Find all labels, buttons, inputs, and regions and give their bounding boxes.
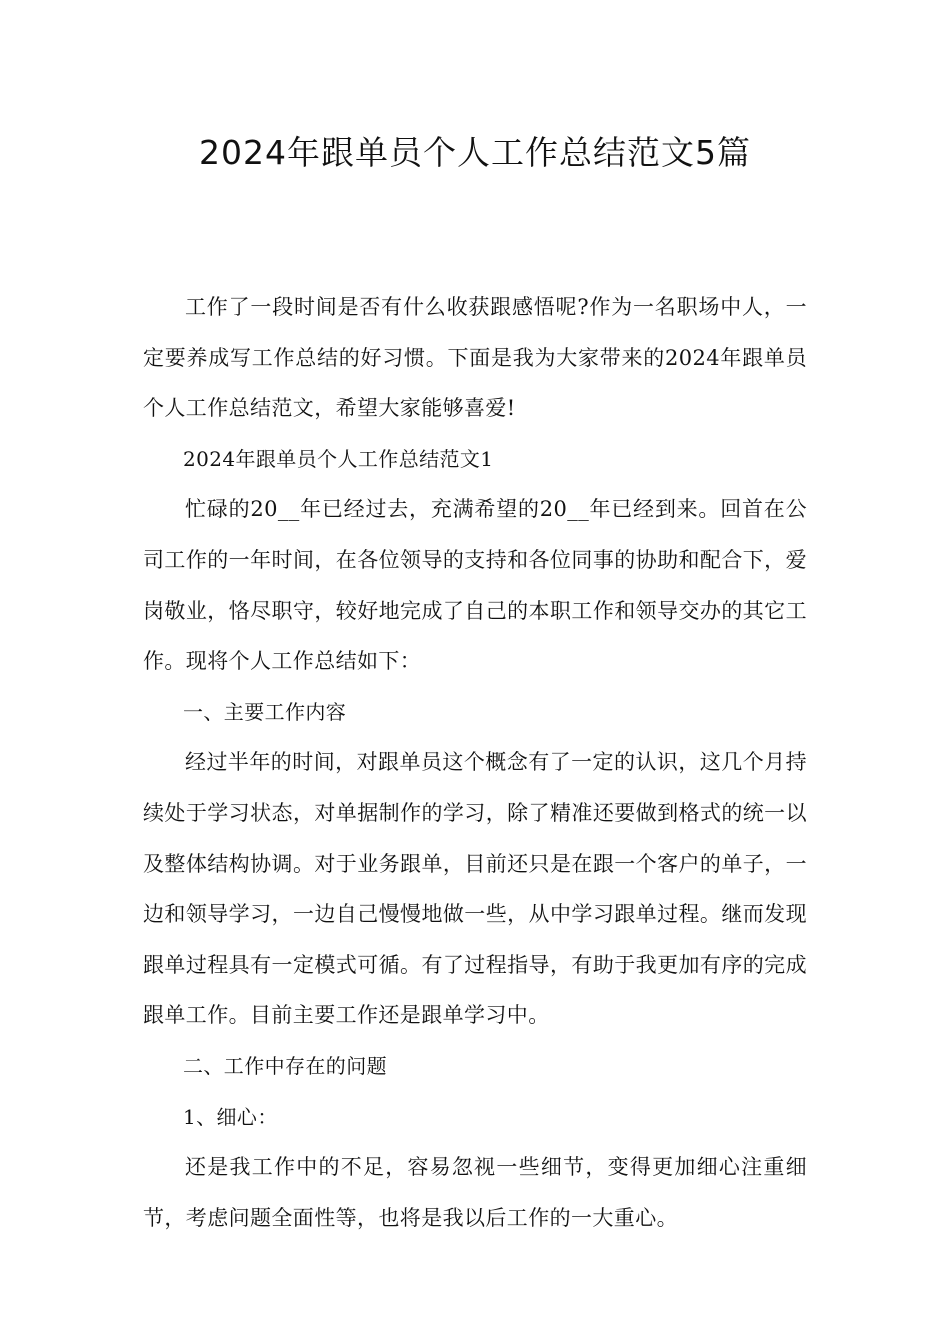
- document-title: 2024年跟单员个人工作总结范文5篇: [199, 133, 751, 172]
- section-heading-problems: 二、工作中存在的问题: [183, 1053, 387, 1078]
- body-paragraph: 还是我工作中的不足，容易忽视一些细节，变得更加细心注重细节，考虑问题全面性等，也将是我以后工作的一大重心。: [143, 1155, 807, 1230]
- article-heading-1: 2024年跟单员个人工作总结范文1: [183, 446, 494, 471]
- body-paragraph: 忙碌的20__年已经过去，充满希望的20__年已经到来。回首在公司工作的一年时间，在各位领导的支持和各位同事的协助和配合下，爱岗敬业，恪尽职守，较好地完成了自己的本职工作和领导交办的其它工作。现将个人工作总结如下：: [143, 497, 807, 674]
- body-paragraph: 经过半年的时间，对跟单员这个概念有了一定的认识，这几个月持续处于学习状态，对单据制作的学习，除了精准还要做到格式的统一以及整体结构协调。对于业务跟单，目前还只是在跟一个客户的单子，一边和领导学习，一边自己慢慢地做一些，从中学习跟单过程。继而发现跟单过程具有一定模式可循。有了过程指导，有助于我更加有序的完成跟单工作。目前主要工作还是跟单学习中。: [143, 750, 807, 1028]
- subsection-heading-carefulness: 1、细心：: [183, 1104, 278, 1129]
- intro-paragraph: 工作了一段时间是否有什么收获跟感悟呢?作为一名职场中人，一定要养成写工作总结的好习惯。下面是我为大家带来的2024年跟单员个人工作总结范文，希望大家能够喜爱!: [143, 295, 807, 421]
- document-body: [143, 282, 807, 1243]
- section-heading-main-work: 一、主要工作内容: [183, 699, 347, 724]
